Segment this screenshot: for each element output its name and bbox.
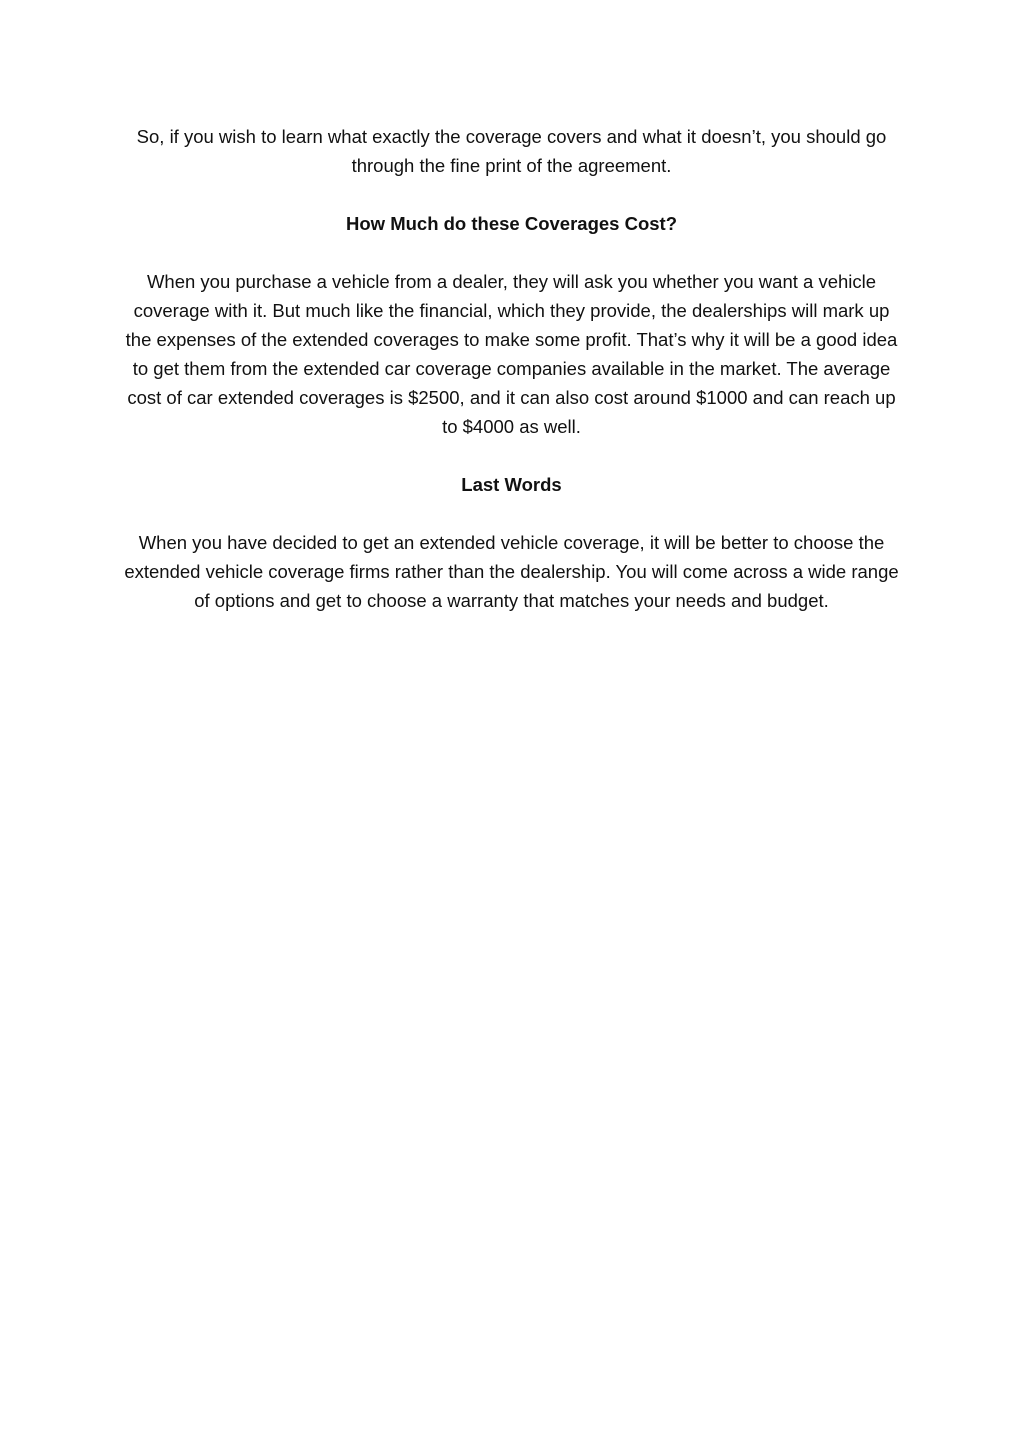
last-words-heading: Last Words bbox=[461, 474, 562, 495]
conclusion-paragraph: When you have decided to get an extended vehicle coverage, it will be better to choose the extended vehicle coverage firms rather than the dealership. You will come across a wide range of options and get to choose a warranty that matches your needs and budget. bbox=[124, 532, 899, 611]
intro-paragraph: So, if you wish to learn what exactly the coverage covers and what it doesn’t, you should go through the fine print of the agreement. bbox=[136, 126, 887, 176]
cost-paragraph: When you purchase a vehicle from a dealer, they will ask you whether you want a vehicle coverage with it. But much like the financial, which they provide, the dealerships will mark up the expenses of the extended coverages to make some profit. That’s why it will be a good idea to get them from the extended car coverage companies available in the market. The average cost of car extended coverages is $2500, and it can also cost around $1000 and can reach up to $4000 as well. bbox=[125, 271, 898, 437]
cost-section-heading: How Much do these Coverages Cost? bbox=[346, 213, 677, 234]
document-body bbox=[123, 122, 900, 644]
